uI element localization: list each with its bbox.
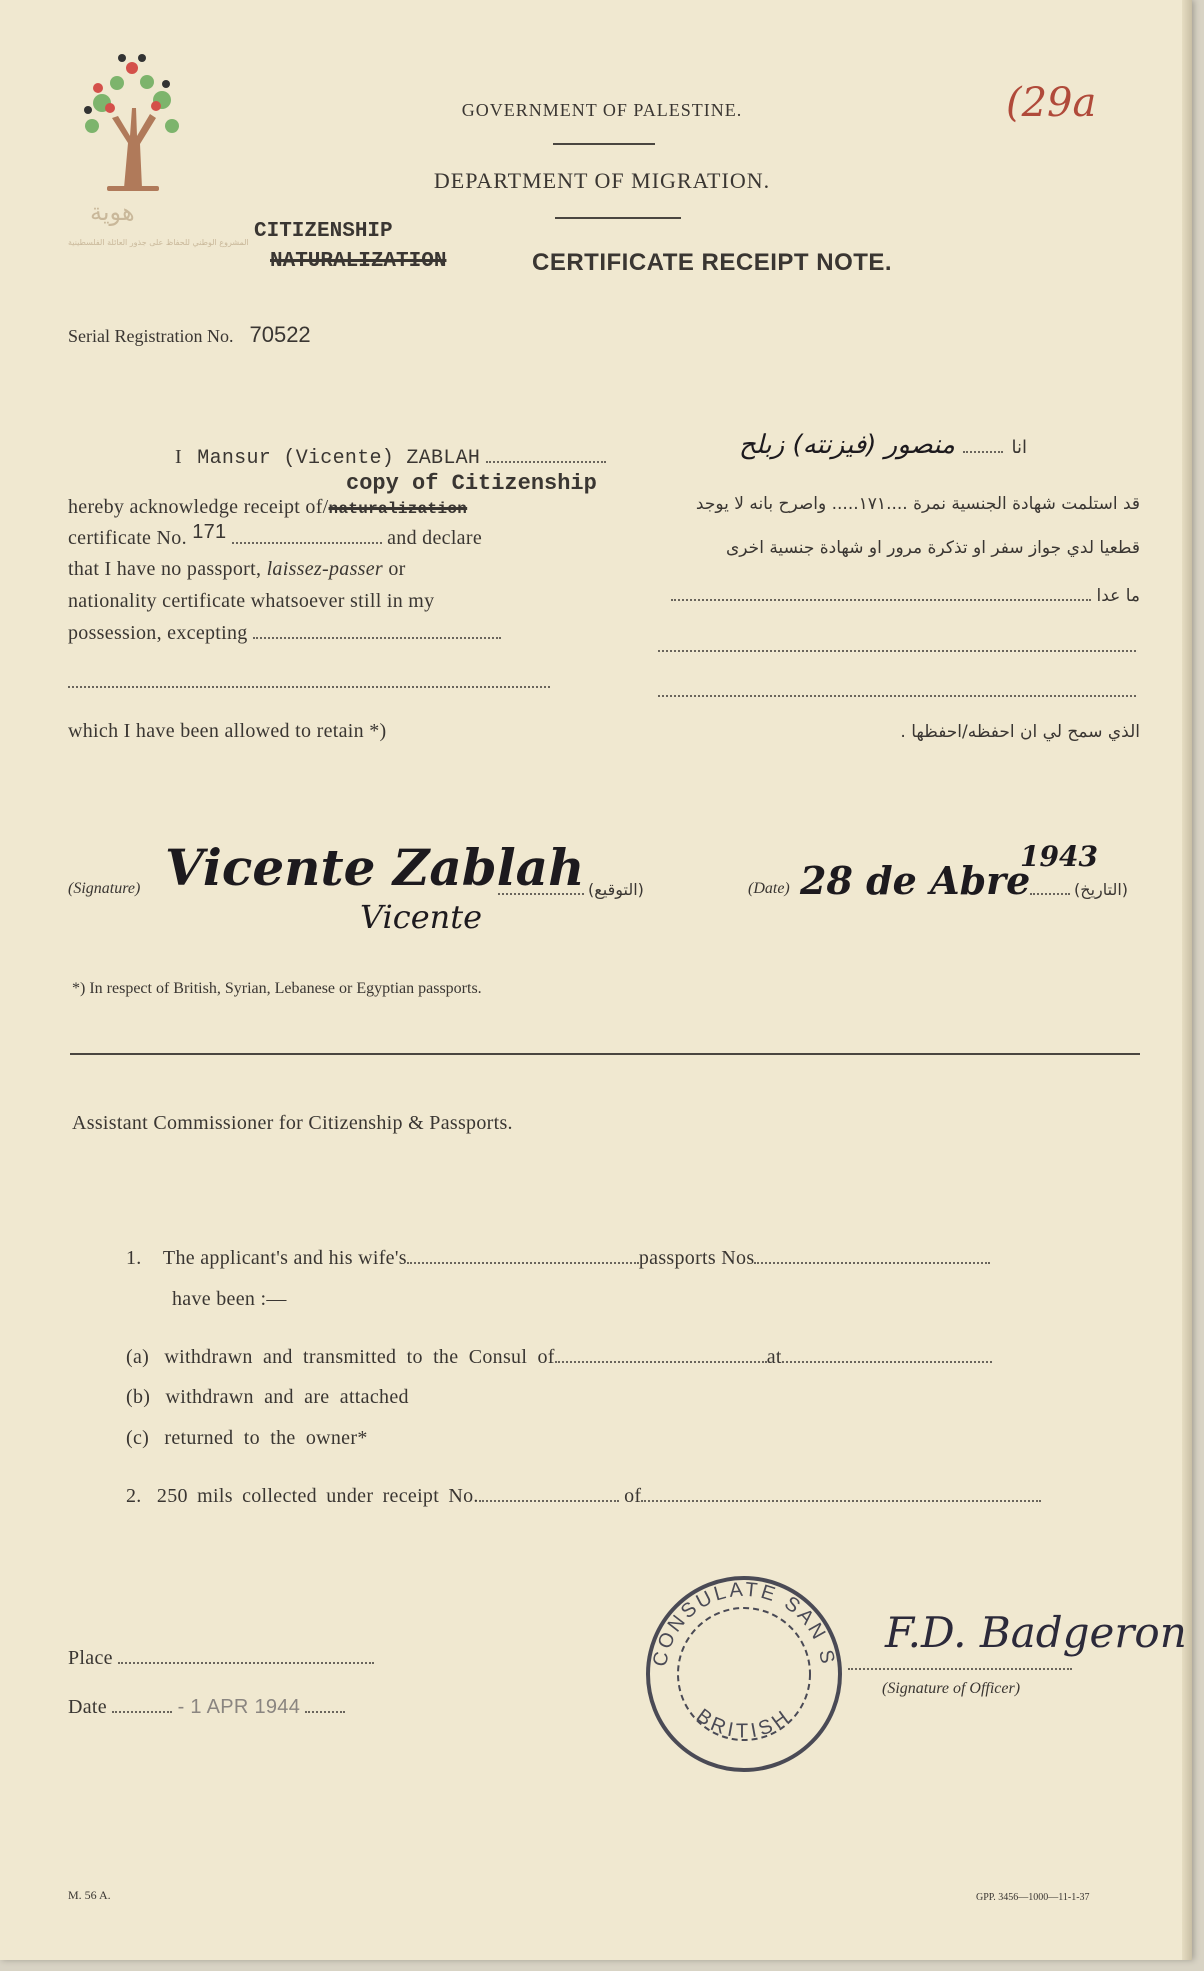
possession-line (68, 622, 501, 645)
dotted-leader (498, 893, 584, 895)
dotted-leader (486, 461, 606, 463)
signature-dots-ar (498, 880, 644, 900)
item-b-text: withdrawn and are attached (165, 1386, 409, 1408)
form-number: M. 56 A. (68, 1888, 111, 1902)
serial-registration (68, 322, 311, 348)
government-heading: GOVERNMENT OF PALESTINE. (461, 100, 743, 120)
dotted-leader (305, 1711, 345, 1713)
commissioner-heading: Assistant Commissioner for Citizenship & Passports. (72, 1112, 513, 1134)
retain-line: which I have been allowed to retain *) (68, 720, 387, 742)
declarant-name: Mansur (Vicente) ZABLAH (197, 447, 481, 470)
page-mark: (29a (1006, 80, 1097, 126)
logo-caption: هوية (90, 198, 135, 226)
dotted-leader (782, 1361, 992, 1363)
dotted-leader (253, 637, 501, 639)
applicant-signature-2: Vicente (360, 898, 483, 936)
place-label: Place (68, 1647, 113, 1669)
item-1-text: The applicant's and his wife's (162, 1247, 407, 1269)
handwritten-date: 28 de Abre (800, 858, 1031, 903)
declare-text: and declare (387, 527, 482, 549)
officer-signature: F.D. Badgeron (885, 1608, 1187, 1657)
officer-signature-dots (848, 1668, 1072, 1670)
item-b-mark: (b) (126, 1386, 151, 1408)
arabic-name-line (739, 430, 1027, 460)
serial-value: 70522 (249, 322, 311, 347)
certificate-line (68, 521, 482, 550)
issue-date-label: Date (68, 1696, 107, 1718)
header-divider (553, 143, 655, 145)
item-1-passports: passports Nos (638, 1247, 755, 1269)
item-1 (126, 1247, 990, 1270)
i-prefix: I (175, 446, 182, 468)
arabic-retain-line: الذي سمح لي ان احفظه/احفظها . (900, 722, 1140, 742)
item-2-text: 250 mils collected under receipt No. (156, 1485, 479, 1507)
dotted-leader (1030, 893, 1070, 895)
item-2 (126, 1485, 1041, 1508)
declarant-line (175, 446, 606, 470)
tree-logo-icon (72, 48, 192, 198)
hawiyya-logo (68, 48, 249, 258)
consulate-stamp (642, 1572, 846, 1776)
item-1-number: 1. (126, 1247, 142, 1269)
item-a (126, 1346, 992, 1369)
dotted-leader (479, 1500, 619, 1502)
struck-word: naturalization (328, 500, 468, 518)
stamp-top-text: CONSULATE SAN S (649, 1578, 839, 1669)
date-label-ar: (التاريخ) (1074, 880, 1129, 899)
item-a-at: at (766, 1346, 782, 1368)
signature-label: (Signature) (68, 880, 141, 897)
nationality-line: nationality certificate whatsoever still in my (68, 590, 435, 612)
arabic-prefix: انا (1011, 437, 1027, 458)
stamp-bottom-text: BRITISH (692, 1704, 796, 1743)
dotted-leader (112, 1711, 172, 1713)
applicant-signature: Vicente Zablah (165, 838, 585, 897)
svg-text:BRITISH (692, 1705, 796, 1743)
arabic-except: ما عدا (1096, 586, 1140, 606)
printer-code: GPP. 3456—1000—11-1-37 (976, 1892, 1090, 1903)
stamp-icon (642, 1572, 846, 1776)
arabic-receipt-line: قد استلمت شهادة الجنسية نمرة ....١٧١..... واصرح بانه لا يوجد (695, 494, 1140, 514)
date-dots-ar (1030, 880, 1128, 900)
dotted-leader (118, 1662, 374, 1664)
dotted-leader (407, 1262, 639, 1264)
passport-text: that I have no passport, (68, 558, 267, 580)
paper-edge (1182, 0, 1192, 1960)
dotted-leader (641, 1500, 1041, 1502)
item-a-mark: (a) (126, 1346, 150, 1368)
department-heading: DEPARTMENT OF MIGRATION. (433, 168, 771, 193)
passport-line (68, 558, 406, 581)
excepting-blank (68, 686, 550, 688)
certificate-label: certificate No. (68, 527, 187, 549)
typed-citizenship: CITIZENSHIP (254, 220, 393, 243)
certificate-number: 171 (192, 521, 227, 543)
date-label: (Date) (748, 880, 790, 897)
serial-label: Serial Registration No. (68, 326, 234, 346)
acknowledge-line (68, 496, 467, 519)
dotted-leader (555, 1361, 767, 1363)
header-divider-2 (555, 217, 681, 219)
arabic-except-line (671, 586, 1140, 606)
dotted-leader (671, 599, 1091, 601)
or-text: or (383, 558, 406, 580)
item-c-text: returned to the owner* (164, 1427, 368, 1449)
arabic-passport-line: قطعيا لدي جواز سفر او تذكرة مرور او شهادة جنسية اخرى (726, 538, 1140, 558)
item-2-of: of (624, 1485, 642, 1507)
item-a-text: withdrawn and transmitted to the Consul of (164, 1346, 555, 1368)
document-title: CERTIFICATE RECEIPT NOTE. (532, 249, 893, 276)
dotted-leader (232, 542, 382, 544)
officer-label: (Signature of Officer) (882, 1680, 1021, 1697)
issue-date-line (68, 1696, 345, 1719)
item-c-mark: (c) (126, 1427, 150, 1449)
dotted-leader (963, 451, 1003, 453)
possession-text: possession, excepting (68, 622, 248, 644)
issue-date-stamp: - 1 APR 1944 (177, 1696, 301, 1718)
handwritten-year: 1943 (1020, 840, 1098, 873)
item-2-number: 2. (126, 1485, 142, 1507)
item-b (126, 1386, 409, 1409)
signature-label-ar: (التوقيع) (588, 880, 644, 899)
section-divider (70, 1053, 1140, 1055)
dotted-leader (754, 1262, 990, 1264)
laissez-passer-text: laissez-passer (266, 558, 384, 580)
typed-copy-insert: copy of Citizenship (346, 471, 597, 496)
arabic-name: منصور (فيزنته) زبلح (739, 430, 955, 460)
struck-naturalization: NATURALIZATION (270, 250, 447, 273)
svg-text:CONSULATE SAN S (649, 1579, 839, 1669)
place-line (68, 1647, 374, 1670)
footnote: *) In respect of British, Syrian, Lebanese or Egyptian passports. (72, 980, 482, 997)
arabic-blank-2 (658, 695, 1136, 697)
acknowledge-text: hereby acknowledge receipt of/ (68, 496, 329, 518)
arabic-blank-1 (658, 650, 1136, 652)
item-c (126, 1427, 368, 1450)
item-1-have-been: have been :— (172, 1288, 287, 1310)
logo-subtitle: المشروع الوطني للحفاظ على جذور العائلة الفلسطينية (68, 238, 249, 247)
